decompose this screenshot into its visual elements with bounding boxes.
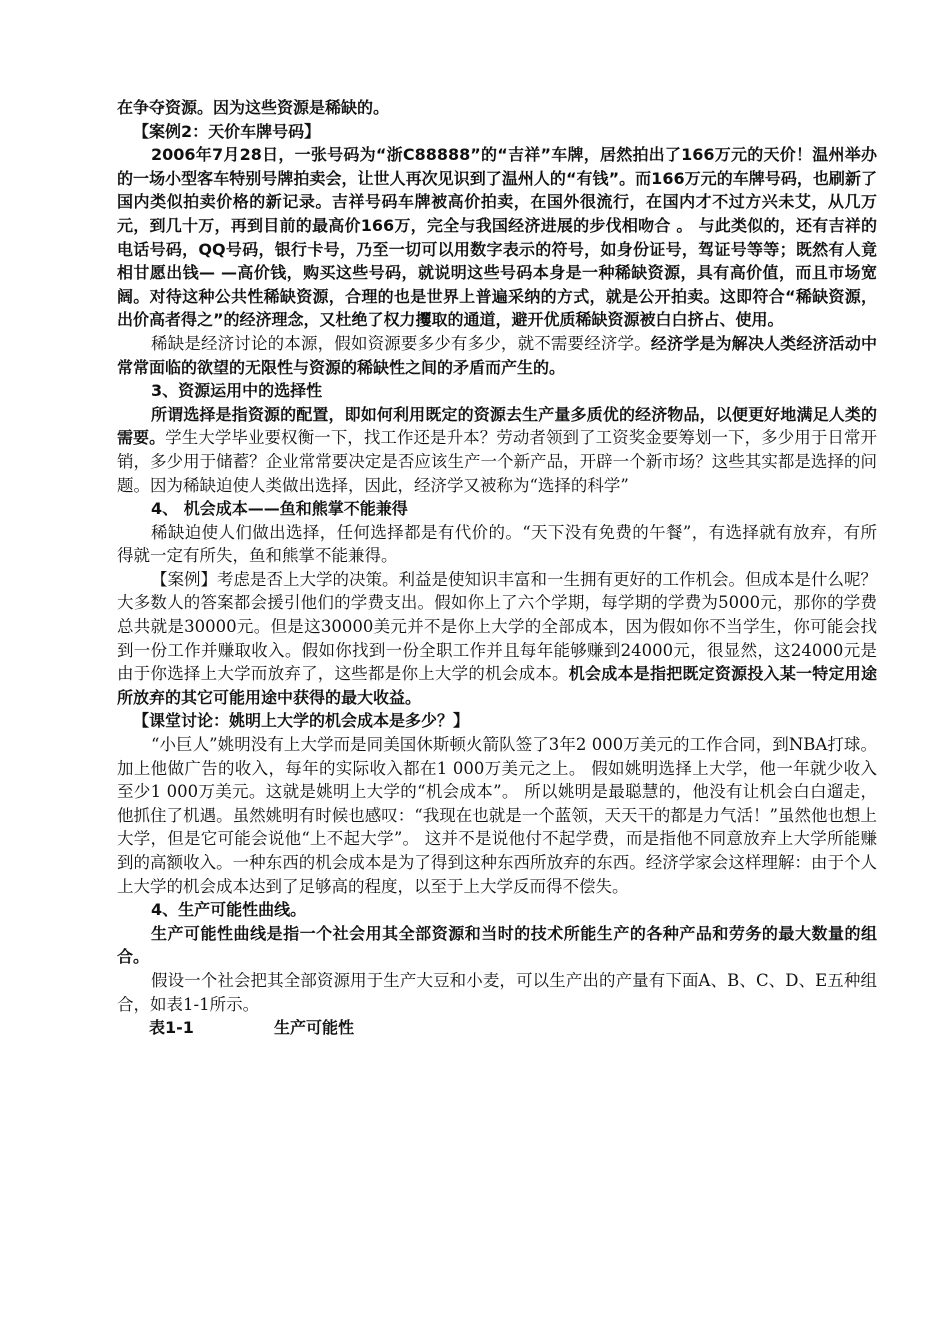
university-case-text: 【案例】考虑是否上大学的决策。利益是使知识丰富和一生拥有更好的工作机会。但成本是什么呢？大多数人的答案都会援引他们的学费支出。假如你上了六个学期，每学期的学费为5000元，那你的学费总共就是30000元。但是这30000美元并不是你上大学的全部成本，因为假如你不当学生，你可能会找到一份工作并赚取收入。假如你找到一份全职工作并且每年能够赚到24000元，很显然，这24000元是由于你选择上大学而放弃了，这些都是你上大学的机会成本。 xyxy=(117,569,877,684)
paragraph-university-case xyxy=(117,568,877,710)
document-page xyxy=(117,96,877,1040)
case-2-body: 2006年7月28日，一张号码为“浙C88888”的“吉祥”车牌，居然拍出了166万元的天价！温州举办的一场小型客车特别号牌拍卖会，让世人再次见识到了温州人的“有钱”。而166万元的车牌号码，也刷新了国内类似拍卖价格的新记录。吉祥号码车牌被高价拍卖，在国外很流行，在国内才不过方兴未艾，从几万元，到几十万，再到目前的最高价166万，完全与我国经济进展的步伐相吻合 。 与此类似的，还有吉祥的电话号码，QQ号码，银行卡号，乃至一切可以用数字表示的符号，如身份证号，驾证号等等；既然有人竟相甘愿出钱— —高价钱，购买这些号码，就说明这些号码本身是一种稀缺资源，具有高价值，而且市场宽阔。对待这种公共性稀缺资源，合理的也是世界上普遍采纳的方式，就是公开拍卖。这即符合“稀缺资源，出价高者得之”的经济理念，又杜绝了权力攫取的通道，避开优质稀缺资源被白白挤占、使用。 xyxy=(117,145,877,330)
paragraph-soy-wheat: 假设一个社会把其全部资源用于生产大豆和小麦，可以生产出的产量有下面A、B、C、D、E五种组合，如表1-1所示。 xyxy=(117,970,877,1014)
scarcity-origin-text: 稀缺是经济讨论的本源，假如资源要多少有多少，就不需要经济学。 xyxy=(151,333,651,353)
class-discussion-heading: 【课堂讨论：姚明上大学的机会成本是多少？】 xyxy=(133,711,470,731)
case-2-heading: 【案例2：天价车牌号码】 xyxy=(133,121,321,141)
section-3-heading: 3、资源运用中的选择性 xyxy=(151,381,323,401)
paragraph-scarcity-origin xyxy=(117,332,877,379)
paragraph-choice xyxy=(117,403,877,497)
section-4-heading: 4、 机会成本——鱼和熊掌不能兼得 xyxy=(151,499,408,519)
table-caption xyxy=(117,1016,877,1040)
paragraph-scarce-resources: 在争夺资源。因为这些资源是稀缺的。 xyxy=(117,98,390,117)
opportunity-cost-definition: 机会成本是指把既定资源投入某一特定用途所放弃的其它可能用途中获得的最大收益。 xyxy=(117,664,877,707)
choice-examples: 学生大学毕业要权衡一下，找工作还是升本？劳动者领到了工资奖金要筹划一下，多少用于日常开销，多少用于储蓄？企业常常要决定是否应该生产一个新产品，开辟一个新市场？这些其实都是选择的问题。因为稀缺迫使人类做出选择，因此，经济学又被称为“选择的科学” xyxy=(117,428,877,495)
paragraph-no-free-lunch: 稀缺迫使人们做出选择，任何选择都是有代价的。“天下没有免费的午餐”，有选择就有放弃，有所得就一定有所失，鱼和熊掌不能兼得。 xyxy=(117,522,877,566)
table-title: 生产可能性 xyxy=(274,1018,355,1038)
economics-definition: 经济学是为解决人类经济活动中常常面临的欲望的无限性与资源的稀缺性之间的矛盾而产生的。 xyxy=(117,333,877,377)
section-ppf-heading: 4、生产可能性曲线。 xyxy=(151,900,307,920)
ppf-definition: 生产可能性曲线是指一个社会用其全部资源和当时的技术所能生产的各种产品和劳务的最大数量的组合。 xyxy=(117,923,877,967)
paragraph-yao-ming: “小巨人”姚明没有上大学而是同美国休斯顿火箭队签了3年2 000万美元的工作合同，到NBA打球。加上他做广告的收入，每年的实际收入都在1 000万美元之上。 假如姚明选择上大学，他一年就少收入至少1 000万美元。这就是姚明上大学的“机会成本”。 所以姚明是最聪慧的，他没有让机会白白遛走，他抓住了机遇。虽然姚明有时候也感叹：“我现在也就是一个蓝领，天天干的都是力气活！”虽然他也想上大学，但是它可能会说他“上不起大学”。 这并不是说他付不起学费，而是指他不同意放弃上大学所能赚到的高额收入。一种东西的机会成本是为了得到这种东西所放弃的东西。经济学家会这样理解：由于个人上大学的机会成本达到了足够高的程度，以至于上大学反而得不偿失。 xyxy=(117,735,877,896)
choice-definition: 所谓选择是指资源的配置，即如何利用既定的资源去生产量多质优的经济物品，以便更好地满足人类的需要。 xyxy=(117,404,877,448)
table-number: 表1-1 xyxy=(149,1018,194,1038)
